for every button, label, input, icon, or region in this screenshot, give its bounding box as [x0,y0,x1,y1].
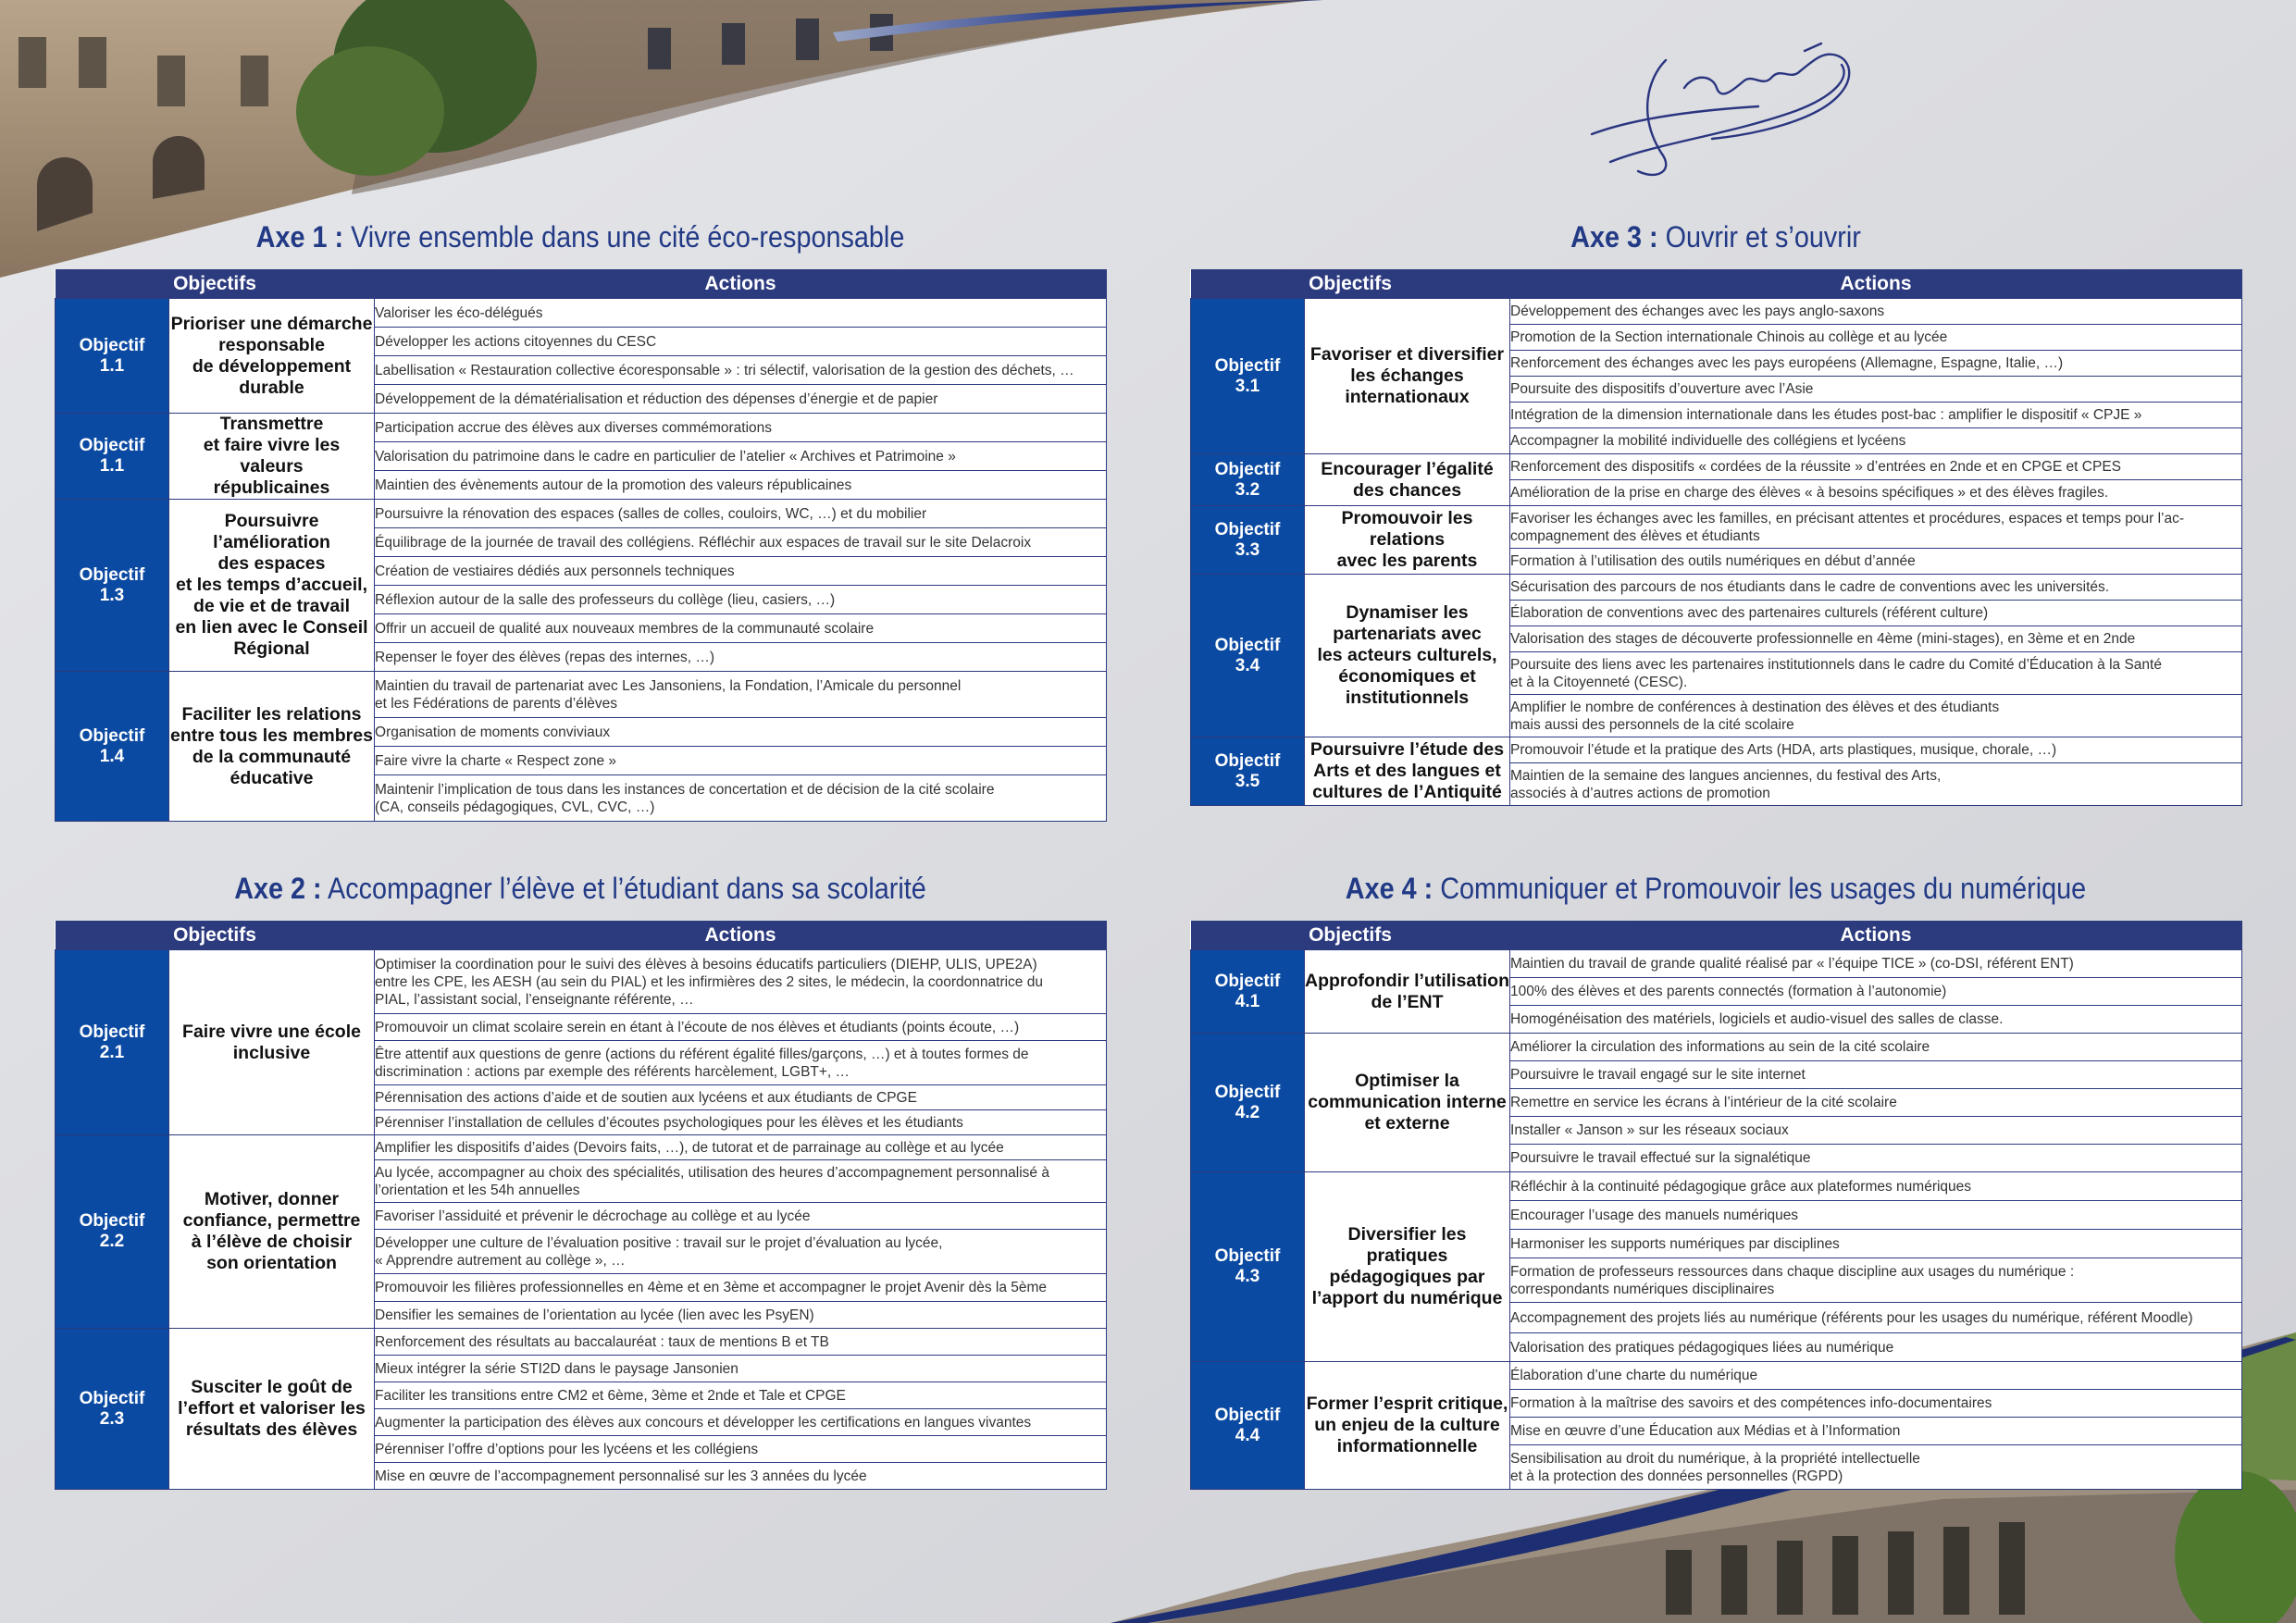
action-item: Être attentif aux questions de genre (actions du référent égalité filles/garçons, …) et à toutes formes de discrimination : actions par exemple des référents harcèlement, LGBT+, … [375,1041,1107,1085]
axe-3-title [1243,218,2189,255]
objective-name: Dynamiser les partenariats avec les acteurs culturels, économiques et institutionnels [1305,575,1510,737]
action-item: Remettre en service les écrans à l’intérieur de la cité scolaire [1510,1089,2242,1117]
action-item: Repenser le foyer des élèves (repas des internes, …) [375,643,1107,672]
action-item: Élaboration d’une charte du numérique [1510,1362,2242,1390]
action-item: Développement de la dématérialisation et réduction des dépenses d’énergie et de papier [375,385,1107,414]
action-item: Promotion de la Section internationale Chinois au collège et au lycée [1510,325,2242,351]
objective-name: Promouvoir les relations avec les parents [1305,506,1510,575]
action-item: Renforcement des dispositifs « cordées de la réussite » d’entrées en 2nde et en CPGE et CPES [1510,454,2242,480]
table-header [56,921,1107,950]
action-item: Maintien des évènements autour de la promotion des valeurs républicaines [375,471,1107,500]
objective-name: Motiver, donner confiance, permettre à l’élève de choisir son orientation [169,1135,375,1329]
action-item: Sensibilisation au droit du numérique, à la propriété intellectuelle et à la protection des données personnelles (RGPD) [1510,1445,2242,1490]
action-item: Valorisation du patrimoine dans le cadre en particulier de l’atelier « Archives et Patrimoine » [375,442,1107,471]
action-item: Homogénéisation des matériels, logiciels et audio-visuel des salles de classe. [1510,1006,2242,1034]
objective-name: Favoriser et diversifier les échanges internationaux [1305,299,1510,454]
action-item: Accompagnement des projets liés au numérique (référents pour les usages du numérique, référent Moodle) [1510,1303,2242,1333]
actions-header: Actions [1510,921,2242,950]
action-item: Amplifier les dispositifs d’aides (Devoirs faits, …), de tutorat et de parrainage au collège et au lycée [375,1135,1107,1160]
action-item: Renforcement des échanges avec les pays européens (Allemagne, Espagne, Italie, …) [1510,351,2242,377]
action-item: Équilibrage de la journée de travail des collégiens. Réfléchir aux espaces de travail sur le site Delacroix [375,528,1107,557]
objective-name: Encourager l’égalité des chances [1305,454,1510,506]
action-item: Au lycée, accompagner au choix des spécialités, utilisation des heures d’accompagnement personnalisé à l’orientation et les 54h annuelles [375,1160,1107,1203]
action-item: Faire vivre la charte « Respect zone » [375,747,1107,775]
action-item: Poursuite des liens avec les partenaires institutionnels dans le cadre du Comité d’Éducation à la Santé et à la Citoyenneté (CESC). [1510,652,2242,695]
objective-name: Diversifier les pratiques pédagogiques par l’apport du numérique [1305,1172,1510,1362]
action-item: Poursuite des dispositifs d’ouverture avec l’Asie [1510,377,2242,403]
action-item: Poursuivre le travail effectué sur la signalétique [1510,1145,2242,1172]
objective-id: Objectif 3.5 [1191,737,1305,806]
action-item: Promouvoir un climat scolaire serein en étant à l’écoute de nos élèves et étudiants (points écoute, …) [375,1014,1107,1041]
action-item: Faciliter les transitions entre CM2 et 6ème, 3ème et 2nde et Tale et CPGE [375,1382,1107,1409]
objective-id: Objectif 1.3 [56,500,169,672]
action-item: Offrir un accueil de qualité aux nouveaux membres de la communauté scolaire [375,614,1107,643]
action-item: Poursuivre la rénovation des espaces (salles de colles, couloirs, WC, …) et du mobilier [375,500,1107,528]
action-item: Mise en œuvre d’une Éducation aux Médias et à l’Information [1510,1418,2242,1445]
action-item: Installer « Janson » sur les réseaux sociaux [1510,1117,2242,1145]
objective-id: Objectif 3.3 [1191,506,1305,575]
action-item: Sécurisation des parcours de nos étudiants dans le cadre de conventions avec les universités. [1510,575,2242,601]
objective-name: Optimiser la communication interne et externe [1305,1034,1510,1172]
objective-id: Objectif 1.4 [56,672,169,822]
action-item: Réflexion autour de la salle des professeurs du collège (lieu, casiers, …) [375,586,1107,614]
actions-header: Actions [375,921,1107,950]
axe-2-title [107,870,1053,907]
axe-4-table [1190,921,2242,1490]
action-item: Formation à l’utilisation des outils numériques en début d’année [1510,549,2242,575]
action-item: Intégration de la dimension internationale dans les études post-bac : amplifier le dispositif « CPJE » [1510,403,2242,428]
axe-3-prefix: Axe 3 : [1570,220,1658,254]
objective-name: Transmettre et faire vivre les valeurs républicaines [169,414,375,500]
action-item: Pérennisation des actions d’aide et de soutien aux lycéens et aux étudiants de CPGE [375,1085,1107,1110]
action-item: Élaboration de conventions avec des partenaires culturels (référent culture) [1510,601,2242,626]
axe-2-table [55,921,1107,1490]
action-item: Favoriser les échanges avec les familles, en précisant attentes et procédures, espaces et temps pour l’ac- compagnement des élèves et étudiants [1510,506,2242,549]
action-item: Amélioration de la prise en charge des élèves « à besoins spécifiques » et des élèves fragiles. [1510,480,2242,506]
axe-3-panel [1190,218,2241,826]
objective-id: Objectif 4.1 [1191,950,1305,1034]
action-item: Augmenter la participation des élèves aux concours et développer les certifications en langues vivantes [375,1409,1107,1436]
signature-logo [1573,23,1879,190]
objective-id: Objectif 2.2 [56,1135,169,1329]
objective-id: Objectif 3.1 [1191,299,1305,454]
action-item: Mieux intégrer la série STI2D dans le paysage Jansonien [375,1356,1107,1382]
objective-name: Poursuivre l’étude des Arts et des langues et cultures de l’Antiquité [1305,737,1510,806]
objective-id: Objectif 1.1 [56,414,169,500]
action-item: Valorisation des pratiques pédagogiques liées au numérique [1510,1333,2242,1362]
action-item: Création de vestiaires dédiés aux personnels techniques [375,557,1107,586]
objectifs-header: Objectifs [1191,921,1510,950]
action-item: Promouvoir l’étude et la pratique des Arts (HDA, arts plastiques, musique, chorale, …) [1510,737,2242,763]
axe-1-panel [55,218,1106,826]
action-item: Développer une culture de l’évaluation positive : travail sur le projet d’évaluation au lycée, « Apprendre autrement au collège », … [375,1230,1107,1274]
action-item: Maintien du travail de grande qualité réalisé par « l’équipe TICE » (co-DSI, référent ENT) [1510,950,2242,978]
objective-id: Objectif 2.3 [56,1329,169,1490]
action-item: Valoriser les éco-délégués [375,299,1107,328]
action-item: Pérenniser l’installation de cellules d’écoutes psychologiques pour les élèves et les étudiants [375,1110,1107,1135]
action-item: Développer les actions citoyennes du CESC [375,328,1107,356]
action-item: Renforcement des résultats au baccalauréat : taux de mentions B et TB [375,1329,1107,1356]
axe-1-table [55,269,1107,822]
action-item: Labellisation « Restauration collective écoresponsable » : tri sélectif, valorisation de la gestion des déchets, … [375,356,1107,385]
action-item: Accompagner la mobilité individuelle des collégiens et lycéens [1510,428,2242,454]
objective-name: Approfondir l’utilisation de l’ENT [1305,950,1510,1034]
action-item: Participation accrue des élèves aux diverses commémorations [375,414,1107,442]
axe-4-prefix: Axe 4 : [1345,872,1433,905]
objective-name: Former l’esprit critique, un enjeu de la culture informationnelle [1305,1362,1510,1490]
action-item: Poursuivre le travail engagé sur le site internet [1510,1061,2242,1089]
action-item: Développement des échanges avec les pays anglo-saxons [1510,299,2242,325]
axe-3-table [1190,269,2242,806]
axe-3-title-text: Ouvrir et s’ouvrir [1665,220,1861,254]
objectifs-header: Objectifs [56,269,375,299]
action-item: Amplifier le nombre de conférences à destination des élèves et des étudiants mais aussi des personnels de la cité scolaire [1510,695,2242,737]
objective-id: Objectif 3.2 [1191,454,1305,506]
action-item: Améliorer la circulation des informations au sein de la cité scolaire [1510,1034,2242,1061]
table-header [1191,269,2242,299]
table-header [56,269,1107,299]
action-item: Harmoniser les supports numériques par disciplines [1510,1230,2242,1258]
objective-name: Prioriser une démarche responsable de développement durable [169,299,375,414]
actions-header: Actions [375,269,1107,299]
objective-id: Objectif 3.4 [1191,575,1305,737]
objectifs-header: Objectifs [56,921,375,950]
action-item: Optimiser la coordination pour le suivi des élèves à besoins éducatifs particuliers (DIEHP, ULIS, UPE2A) entre les CPE, les AESH (au sein du PIAL) et les infirmières des 2 sites, le médecin, la coordonnatrice du PIAL, l’assistant social, l’enseignante référente, … [375,950,1107,1014]
objective-name: Susciter le goût de l’effort et valoriser les résultats des élèves [169,1329,375,1490]
action-item: Maintien de la semaine des langues anciennes, du festival des Arts, associés à d’autres actions de promotion [1510,763,2242,806]
table-header [1191,921,2242,950]
action-item: Promouvoir les filières professionnelles en 4ème et en 3ème et accompagner le projet Avenir dès la 5ème [375,1274,1107,1302]
axe-4-title-text: Communiquer et Promouvoir les usages du numérique [1440,872,2087,905]
action-item: Densifier les semaines de l’orientation au lycée (lien avec les PsyEN) [375,1302,1107,1329]
axe-1-title-text: Vivre ensemble dans une cité éco-responsable [351,220,905,254]
action-item: Valorisation des stages de découverte professionnelle en 4ème (mini-stages), en 3ème et en 2nde [1510,626,2242,652]
axe-2-title-text: Accompagner l’élève et l’étudiant dans sa scolarité [328,872,926,905]
action-item: Maintien du travail de partenariat avec Les Jansoniens, la Fondation, l’Amicale du personnel et les Fédérations de parents d’élèves [375,672,1107,718]
axe-4-title [1243,870,2189,907]
action-item: Favoriser l’assiduité et prévenir le décrochage au collège et au lycée [375,1203,1107,1230]
axe-1-title [107,218,1053,255]
objective-name: Poursuivre l’amélioration des espaces et les temps d’accueil, de vie et de travail en lien avec le Conseil Régional [169,500,375,672]
objective-id: Objectif 4.2 [1191,1034,1305,1172]
objective-name: Faire vivre une école inclusive [169,950,375,1135]
action-item: Organisation de moments conviviaux [375,718,1107,747]
actions-header: Actions [1510,269,2242,299]
axe-1-prefix: Axe 1 : [255,220,344,254]
objective-id: Objectif 2.1 [56,950,169,1135]
action-item: Formation à la maîtrise des savoirs et des compétences info-documentaires [1510,1390,2242,1418]
axe-4-panel [1190,870,2241,1508]
objective-id: Objectif 1.1 [56,299,169,414]
objective-id: Objectif 4.4 [1191,1362,1305,1490]
action-item: Formation de professeurs ressources dans chaque discipline aux usages du numérique : correspondants numériques disciplinaires [1510,1258,2242,1303]
action-item: 100% des élèves et des parents connectés (formation à l’autonomie) [1510,978,2242,1006]
action-item: Maintenir l’implication de tous dans les instances de concertation et de décision de la cité scolaire (CA, conseils pédagogiques, CVL, CVC, …) [375,775,1107,822]
action-item: Pérenniser l’offre d’options pour les lycéens et les collégiens [375,1436,1107,1463]
action-item: Mise en œuvre de l’accompagnement personnalisé sur les 3 années du lycée [375,1463,1107,1490]
action-item: Réfléchir à la continuité pédagogique grâce aux plateformes numériques [1510,1172,2242,1201]
objective-name: Faciliter les relations entre tous les membres de la communauté éducative [169,672,375,822]
objectifs-header: Objectifs [1191,269,1510,299]
axe-2-prefix: Axe 2 : [234,872,322,905]
objective-id: Objectif 4.3 [1191,1172,1305,1362]
action-item: Encourager l’usage des manuels numériques [1510,1201,2242,1230]
axe-2-panel [55,870,1106,1508]
